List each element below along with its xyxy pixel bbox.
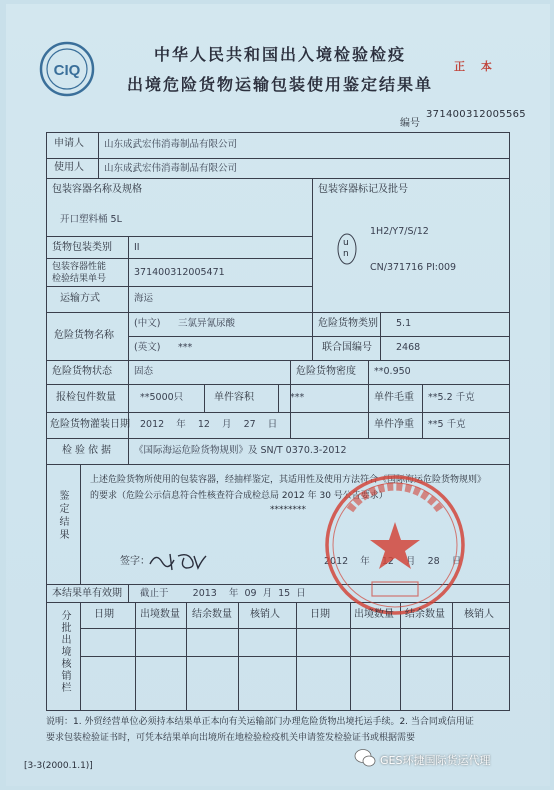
volume-value: *** (290, 392, 305, 403)
user-value: 山东成武宏伟消毒制品有限公司 (104, 163, 238, 174)
goods-cn-value: 三氯异氰尿酸 (178, 318, 236, 329)
volume-label: 单件容积 (214, 392, 254, 403)
result-stars: ******** (270, 505, 306, 515)
performance-label-1: 包装容器性能 (52, 262, 107, 272)
transport-label: 运输方式 (60, 293, 100, 304)
density-value: **0.950 (374, 366, 411, 377)
applicant-label: 申请人 (54, 138, 84, 149)
category-label: 货物包装类别 (52, 242, 112, 253)
original-mark: 正 本 (454, 60, 498, 73)
svg-text:CIQ: CIQ (53, 62, 81, 79)
state-value: 固态 (134, 366, 154, 377)
title-line-1: 中华人民共和国出入境检验检疫 (153, 45, 406, 64)
goods-class-label: 危险货物类别 (318, 318, 378, 329)
ciq-logo (38, 40, 96, 98)
title-line-2: 出境危险货物运输包装使用鉴定结果单 (126, 75, 433, 94)
result-text-line2: 的要求（危险公示信息符合性核查符合成检总局 2012 年 30 号公告要求） (90, 491, 388, 501)
filling-label: 危险货物灌装日期 (50, 419, 130, 430)
batch-header-qty-2: 出境数量 (354, 609, 394, 620)
performance-value: 371400312005471 (134, 267, 225, 278)
goods-name-label: 危险货物名称 (54, 330, 114, 341)
container-name-label: 包装容器名称及规格 (52, 184, 142, 195)
net-label: 单件净重 (374, 419, 414, 430)
batch-header-verifier-2: 核销人 (464, 609, 494, 620)
quantity-label: 报检包件数量 (56, 392, 116, 403)
goods-class-value: 5.1 (396, 318, 412, 329)
net-value: **5 千克 (428, 419, 466, 430)
result-date: 2012 年 12 月 28 日 (324, 556, 462, 567)
container-name-value: 开口塑料桶 5L (60, 214, 122, 225)
batch-header-balance-2: 结余数量 (405, 609, 445, 620)
official-red-seal (320, 470, 470, 620)
goods-en-label: (英文) (134, 342, 161, 353)
category-value: II (134, 242, 140, 253)
performance-label-2: 检验结果单号 (52, 274, 107, 284)
batch-header-date-1: 日期 (94, 609, 114, 620)
goods-cn-label: (中文) (134, 318, 161, 329)
note-line-2: 要求包装检验证书时，可凭本结果单向出境所在地检验检疫机关申请签发检验证书或根据需要 (46, 733, 416, 743)
basis-value: 《国际海运危险货物规则》及 SN/T 0370.3-2012 (134, 445, 347, 456)
wechat-icon (354, 748, 376, 768)
batch-side-label: 分批出境核销栏 (59, 610, 70, 694)
batch-header-verifier-1: 核销人 (250, 609, 280, 620)
state-label: 危险货物状态 (52, 366, 112, 377)
goods-un-value: 2468 (396, 342, 421, 353)
basis-label: 检验依据 (62, 445, 114, 456)
result-text-line1: 上述危险货物所使用的包装容器，经抽样鉴定，其适用性及使用方法符合《国际海运危险货物规则》 (90, 475, 487, 485)
serial-number: 371400312005565 (426, 109, 526, 120)
applicant-value: 山东成武宏伟消毒制品有限公司 (104, 139, 238, 150)
validity-label: 本结果单有效期 (52, 588, 122, 599)
transport-value: 海运 (134, 293, 154, 304)
goods-en-value: *** (178, 342, 193, 353)
gross-label: 单件毛重 (374, 392, 414, 403)
filling-value: 2012 年 12 月 27 日 (140, 419, 278, 430)
form-code: [3-3(2000.1.1)] (24, 761, 93, 771)
seal-marks: u n (343, 238, 349, 259)
note-line-1: 说明：1. 外贸经营单位必须持本结果单正本向有关运输部门办理危险货物出境托运手续。2. 当合同或信用证 (46, 717, 474, 727)
container-mark-line1: 1H2/Y7/S/12 (370, 226, 429, 237)
batch-header-qty-1: 出境数量 (140, 609, 180, 620)
container-mark-line2: CN/371716 PI:009 (370, 262, 457, 273)
serial-label: 编号 (400, 118, 420, 129)
batch-header-balance-1: 结余数量 (192, 609, 232, 620)
validity-value: 截止于 2013 年 09 月 15 日 (140, 588, 306, 599)
goods-un-label: 联合国编号 (322, 342, 372, 353)
user-label: 使用人 (54, 162, 84, 173)
density-label: 危险货物密度 (296, 366, 356, 377)
result-label: 鉴定结果 (57, 490, 68, 542)
watermark-text: GES环捷国际货运代理 (380, 754, 491, 767)
sign-label: 签字： (120, 556, 150, 567)
gross-value: **5.2 千克 (428, 392, 475, 403)
batch-header-date-2: 日期 (310, 609, 330, 620)
quantity-value: **5000只 (140, 392, 184, 403)
handwritten-signature (148, 550, 208, 572)
container-mark-label: 包装容器标记及批号 (318, 184, 408, 195)
